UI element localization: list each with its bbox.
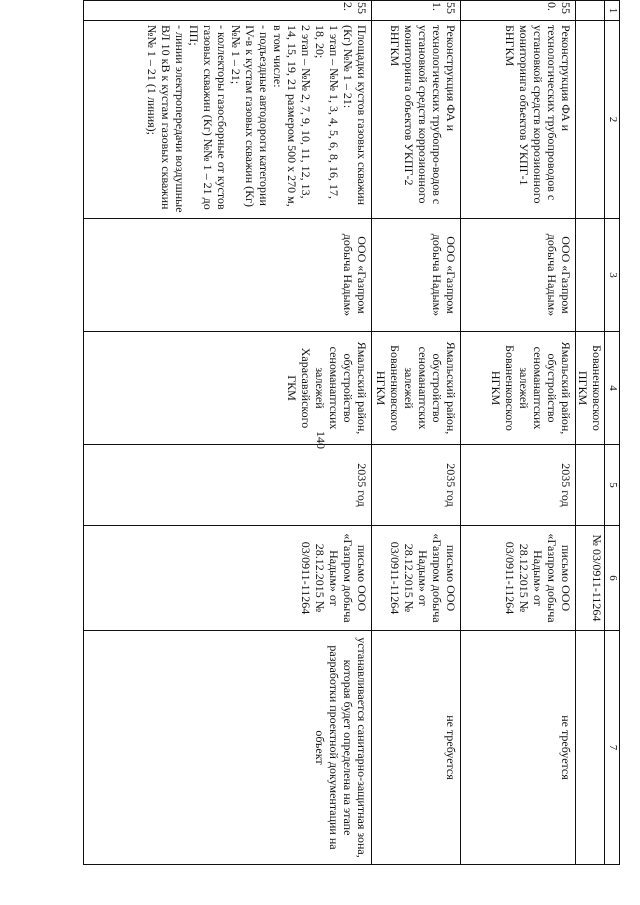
table-cell bbox=[576, 1, 605, 21]
document-ref: письмо ООО «Газпром добыча Надым» от 28.12.2015 № 03/0911-11264 bbox=[372, 526, 461, 631]
table-cell bbox=[576, 631, 605, 865]
object-name-line: 2 этап – №№ 2, 7, 9, 10, 11, 12, 13, 14, 15, 19, 21 размером 500 х 270 м, в том числе: bbox=[271, 25, 313, 207]
table-cell bbox=[576, 219, 605, 332]
row-number: 550. bbox=[461, 1, 576, 21]
organization: ООО «Газпром добыча Надым» bbox=[84, 219, 372, 332]
location: Ямальский район, обустройство сеноманаптских залежей Харасавэйского ГКМ bbox=[84, 332, 372, 445]
table-cell: Бованенковского ПГКМ bbox=[576, 332, 605, 445]
row-number: 551. bbox=[372, 1, 461, 21]
table-row bbox=[372, 1, 461, 865]
rotated-table-container bbox=[83, 0, 620, 864]
note: не требуется bbox=[372, 631, 461, 865]
object-name bbox=[84, 21, 372, 219]
header-cell: 3 bbox=[605, 219, 620, 332]
objects-table bbox=[83, 0, 620, 865]
object-name-line: - подъездные автодороги категории IV-в к кустам газовых скважин (Кг) №№ 1 – 21; bbox=[229, 25, 271, 208]
location: Ямальский район, обустройство сеноманаптских залежей Бованенковского НГКМ bbox=[461, 332, 576, 445]
header-cell: 4 bbox=[605, 332, 620, 445]
header-cell: 7 bbox=[605, 631, 620, 865]
object-name-line: - коллекторы газосборные от кустов газовых скважин (Кг) №№ 1 – 21 до ПП; bbox=[187, 25, 229, 210]
table-row bbox=[461, 1, 576, 865]
object-name-line: Площадки кустов газовых скважин (Кг) №№ 1 – 21: bbox=[341, 25, 369, 206]
year: 2035 год bbox=[372, 445, 461, 526]
organization: ООО «Газпром добыча Надым» bbox=[372, 219, 461, 332]
continuation-row bbox=[576, 1, 605, 865]
note: не требуется bbox=[461, 631, 576, 865]
year: 2035 год bbox=[461, 445, 576, 526]
year: 2035 год bbox=[84, 445, 372, 526]
header-cell: 2 bbox=[605, 21, 620, 219]
object-name: Реконструкция ФА и технологических трубопро-водов с установкой средств коррозионного мониторинга объектов УКПГ-2 БНГКМ bbox=[372, 21, 461, 219]
document-ref: письмо ООО «Газпром добыча Надым» от 28.12.2015 № 03/0911-11264 bbox=[84, 526, 372, 631]
note: устанавливается санитарно-защитная зона, которая будет определена на этапе разработки проектной документации на объект bbox=[84, 631, 372, 865]
row-number: 552. bbox=[84, 1, 372, 21]
column-number-header bbox=[605, 1, 620, 865]
object-name-line: 1 этап – №№ 1, 3, 4, 5, 6, 8, 16, 17, 18, 20; bbox=[313, 25, 341, 200]
location: Ямальский район, обустройство сеноманаптских залежей Бованенковского НГКМ bbox=[372, 332, 461, 445]
page-number: 140 bbox=[314, 431, 328, 449]
object-name-line: - линии электропередачи воздушные ВЛ 10 кВ к кустам газовых скважин №№ 1 – 21 (1 линия); bbox=[145, 25, 187, 213]
table-row bbox=[84, 1, 372, 865]
header-cell: 1 bbox=[605, 1, 620, 21]
table-cell bbox=[576, 445, 605, 526]
table-cell: № 03/0911-11264 bbox=[576, 526, 605, 631]
header-cell: 6 bbox=[605, 526, 620, 631]
organization: ООО «Газпром добыча Надым» bbox=[461, 219, 576, 332]
document-ref: письмо ООО «Газпром добыча Надым» от 28.12.2015 № 03/0911-11264 bbox=[461, 526, 576, 631]
object-name: Реконструкция ФА и технологических трубопроводов с установкой средств коррозионного мониторинга объектов УКПГ-1 БНГКМ bbox=[461, 21, 576, 219]
table-cell bbox=[576, 21, 605, 219]
header-cell: 5 bbox=[605, 445, 620, 526]
